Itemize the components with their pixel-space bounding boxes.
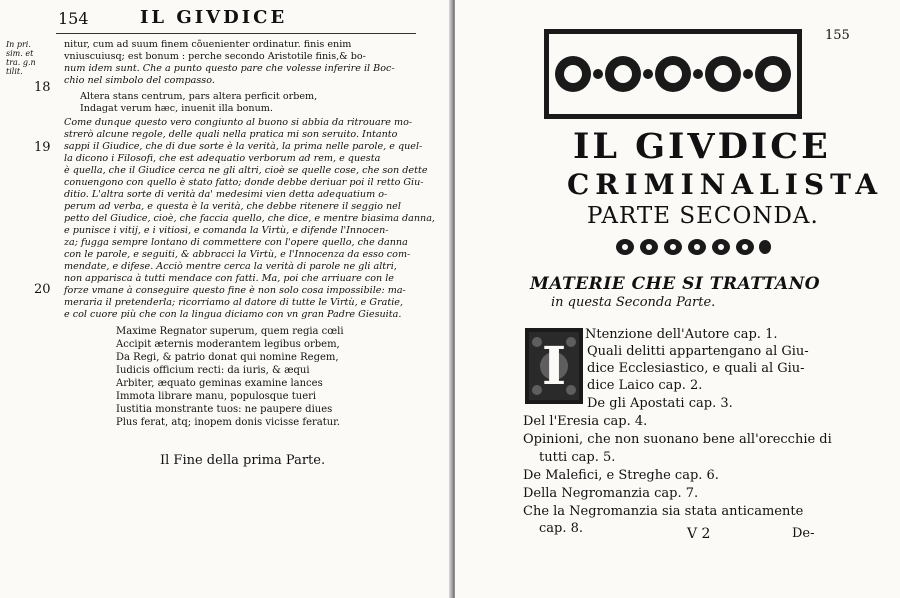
margin-note-ref: In pri. sim. et tra. g.n tilit. — [6, 40, 36, 76]
dropcap-letter: I — [541, 336, 567, 397]
toc-entry: De gli Apostati cap. 3. — [587, 396, 733, 411]
toc-entry: Opinioni, che non suonano bene all'orecchie di — [523, 432, 832, 447]
text-line: sappi il Giudice, che di due sorte è la verità, la prima nelle parole, e quel- — [64, 141, 423, 152]
page-number-left: 154 — [58, 9, 89, 28]
verse-line: Iustitia monstrante tuos: ne paupere diues — [116, 404, 333, 415]
finis-line: Il Fine della prima Parte. — [160, 453, 326, 468]
verse-line: Arbiter, æquato geminas examine lances — [116, 378, 323, 389]
title-line-2: CRIMINALISTA — [567, 168, 884, 201]
initial-ornament-icon — [525, 328, 583, 404]
page-number-right: 155 — [825, 28, 850, 43]
right-page — [455, 0, 900, 598]
materie-subheading: in questa Seconda Parte. — [551, 295, 716, 310]
text-line: Indagat verum hæc, inuenit illa bonum. — [80, 103, 273, 114]
catchword: De- — [792, 526, 815, 541]
verse-line: Accipit æternis moderantem legibus orbem, — [116, 339, 340, 350]
toc-entry: tutti cap. 5. — [539, 450, 616, 465]
text-line: non apparisca à tutti mendace con fatti. Ma, poi che arriuare con le — [64, 273, 394, 284]
headpiece-ornament-icon — [543, 28, 803, 120]
toc-entry: Ntenzione dell'Autore cap. 1. — [585, 327, 778, 342]
title-line-3: PARTE SECONDA. — [587, 203, 819, 229]
text-line: za; fugga sempre lontano di commettere con l'opere quello, che danna — [64, 237, 408, 248]
verse-line: Iudicis officium recti: da iuris, & æqui — [116, 365, 310, 376]
text-line: conuengono con quello è stato fatto; donde debbe deriuar poi il retto Giu- — [64, 177, 424, 188]
toc-entry: Quali delitti appartengano al Giu- — [587, 344, 809, 359]
text-line: e col cuore più che con la lingua diciamo con vn gran Padre Giesuita. — [64, 309, 402, 320]
text-line: vniuscuiusq; est bonum : perche secondo Aristotile finis,& bo- — [64, 51, 366, 62]
title-line-1: IL GIVDICE — [573, 126, 831, 167]
materie-heading: MATERIE CHE SI TRATTANO — [530, 274, 821, 294]
text-line: forze vmane à conseguire questo fine è non solo cosa impossibile: ma- — [64, 285, 406, 296]
toc-entry: Del l'Eresia cap. 4. — [523, 414, 648, 429]
toc-entry: dice Laico cap. 2. — [587, 378, 703, 393]
decorated-initial — [525, 328, 583, 404]
signature-mark: V 2 — [687, 526, 711, 542]
text-line: num idem sunt. Che a punto questo pare che volesse inferire il Boc- — [64, 63, 395, 74]
line-number-20: 20 — [34, 282, 51, 297]
toc-entry: Che la Negromanzia sia stata anticamente — [523, 504, 804, 519]
toc-entry: dice Ecclesiastico, e quali al Giu- — [587, 361, 805, 376]
fleuron-band-icon — [613, 236, 773, 258]
text-line: la dicono i Filosofi, che est adequatio verborum ad rem, e questa — [64, 153, 381, 164]
running-title: IL GIVDICE — [140, 7, 288, 28]
text-line: e punisce i vitij, e i vitiosi, e comanda la Virtù, e difende l'Innocen- — [64, 225, 389, 236]
head-rule — [56, 33, 416, 34]
toc-entry: De Malefici, e Streghe cap. 6. — [523, 468, 719, 483]
text-line: nitur, cum ad suum finem cõuenienter ordinatur. finis enim — [64, 39, 352, 50]
line-number-19: 19 — [34, 140, 51, 155]
text-line: Altera stans centrum, pars altera perficit orbem, — [80, 91, 318, 102]
text-line: Come dunque questo vero congiunto al buono si abbia da ritrouare mo- — [64, 117, 413, 128]
toc-entry: cap. 8. — [539, 521, 584, 536]
verse-line: Da Regi, & patrio donat qui nomine Regem, — [116, 352, 339, 363]
text-line: ditio. L'altra sorte di verità da' medesimi vien detta adequatium o- — [64, 189, 388, 200]
text-line: petto del Giudice, cioè, che faccia quello, che dice, e mentre biasima danna, — [64, 213, 435, 224]
toc-entry: Della Negromanzia cap. 7. — [523, 486, 699, 501]
text-line: strerò alcune regole, delle quali nella pratica mi son seruito. Intanto — [64, 129, 398, 140]
text-line: perum ad verba, e questa è la verità, che debbe ritenere il seggio nel — [64, 201, 401, 212]
verse-line: Maxime Regnator superum, quem regia cœli — [116, 326, 344, 337]
text-line: è quella, che il Giudice cerca ne gli altri, cioè se quelle cose, che son dette — [64, 165, 428, 176]
line-number-18: 18 — [34, 80, 51, 95]
verse-line: Immota librare manu, populosque tueri — [116, 391, 317, 402]
text-line: mendate, e difese. Acciò mentre cerca la verità di parole ne gli altri, — [64, 261, 397, 272]
text-line: chio nel simbolo del compasso. — [64, 75, 215, 86]
text-line: meraria il pretenderla; ricorriamo al datore di tutte le Virtù, e Gratie, — [64, 297, 404, 308]
text-line: con le parole, e seguiti, & abbracci la Virtù, e l'Innocenza da esso com- — [64, 249, 411, 260]
verse-line: Plus ferat, atq; inopem donis vicisse feratur. — [116, 417, 341, 428]
